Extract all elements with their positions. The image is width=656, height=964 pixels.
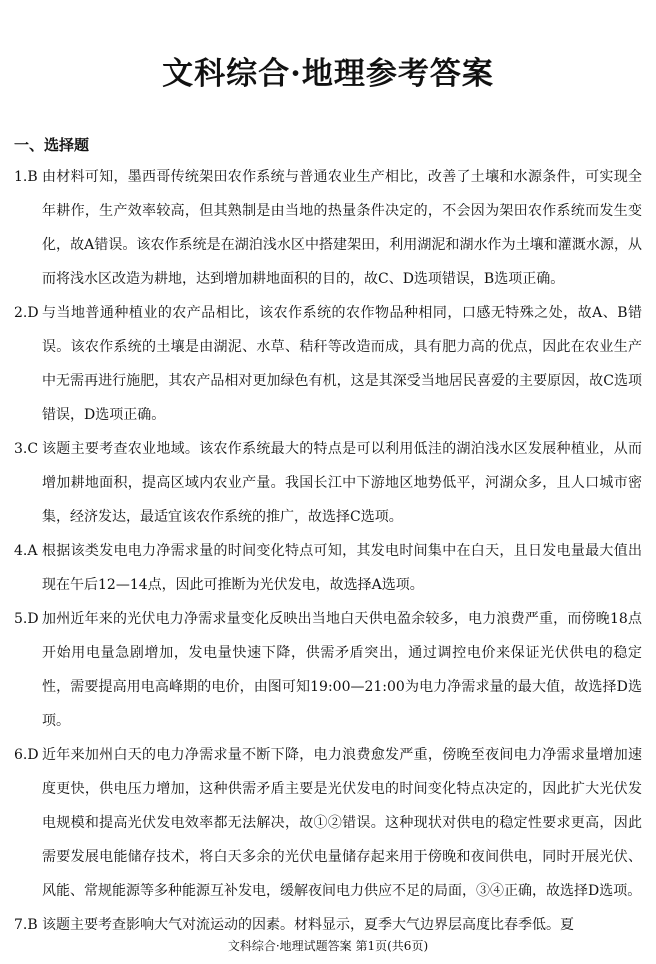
question-answer: D [27, 747, 39, 763]
question-answer: D [27, 611, 39, 627]
question-number: 7. [14, 917, 28, 933]
question-explanation: 根据该类发电电力净需求量的时间变化特点可知，其发电时间集中在白天，且日发电量最大值出现在午后12—14点，因此可推断为光伏发电，故选择A选项。 [42, 543, 642, 593]
question-number: 4. [14, 543, 28, 559]
page-footer: 文科综合·地理试题答案 第1页(共6页) [227, 939, 429, 953]
question-number: 3. [14, 441, 28, 457]
question-answer: C [27, 441, 39, 457]
question-explanation: 近年来加州白天的电力净需求量不断下降，电力浪费愈发严重，傍晚至夜间电力净需求量增加速度更快，供电压力增加，这种供需矛盾主要是光伏发电的时间变化特点决定的，因此扩大光伏发电规模和提高光伏发电效率都无法解决，故①②错误。这种现状对供电的稳定性要求更高，因此需要发展电能储存技术，将白天多余的光伏电量储存起来用于傍晚和夜间供电，同时开展光伏、风能、常规能源等多种能源互补发电，缓解夜间电力供应不足的局面，③④正确，故选择D选项。 [42, 747, 642, 899]
question-answer: B [27, 917, 38, 933]
question-explanation: 与当地普通种植业的农产品相比，该农作系统的农作物品种相同，口感无特殊之处，故A、B错误。该农作系统的土壤是由湖泥、水草、秸秆等改造而成，具有肥力高的优点，因此在农业生产中无需再进行施肥，其农产品相对更加绿色有机，这是其深受当地居民喜爱的主要原因，故C选项错误，D选项正确。 [42, 305, 642, 423]
page-title: 文科综合·地理参考答案 [162, 56, 494, 92]
question-answer: A [27, 543, 38, 559]
question-item [14, 534, 642, 602]
question-explanation: 该题主要考查农业地域。该农作系统最大的特点是可以利用低洼的湖泊浅水区发展种植业，从而增加耕地面积，提高区域内农业产量。我国长江中下游地区地势低平，河湖众多，且人口城市密集，经济发达，最适宜该农作系统的推广，故选择C选项。 [42, 441, 642, 525]
question-number: 1. [14, 169, 28, 185]
question-explanation: 由材料可知，墨西哥传统架田农作系统与普通农业生产相比，改善了土壤和水源条件，可实现全年耕作，生产效率较高，但其熟制是由当地的热量条件决定的，不会因为架田农作系统而发生变化，故A错误。该农作系统是在湖泊浅水区中搭建架田，利用湖泥和湖水作为土壤和灌溉水源，从而将浅水区改造为耕地，达到增加耕地面积的目的，故C、D选项错误，B选项正确。 [42, 169, 642, 287]
question-item [14, 602, 642, 738]
question-item [14, 160, 642, 296]
question-item [14, 432, 642, 534]
question-list [14, 160, 642, 942]
question-item [14, 296, 642, 432]
question-explanation: 加州近年来的光伏电力净需求量变化反映出当地白天供电盈余较多，电力浪费严重，而傍晚18点开始用电量急剧增加，发电量快速下降，供需矛盾突出，通过调控电价来保证光伏供电的稳定性，需要提高用电高峰期的电价，由图可知19:00—21:00为电力净需求量的最大值，故选择D选项。 [42, 611, 642, 729]
section-heading: 一、选择题 [14, 136, 90, 154]
question-item [14, 738, 642, 908]
question-number: 2. [14, 305, 28, 321]
question-answer: B [27, 169, 38, 185]
question-answer: D [27, 305, 39, 321]
question-explanation: 该题主要考查影响大气对流运动的因素。材料显示，夏季大气边界层高度比春季低。夏 [42, 917, 574, 933]
question-number: 5. [14, 611, 28, 627]
question-number: 6. [14, 747, 28, 763]
